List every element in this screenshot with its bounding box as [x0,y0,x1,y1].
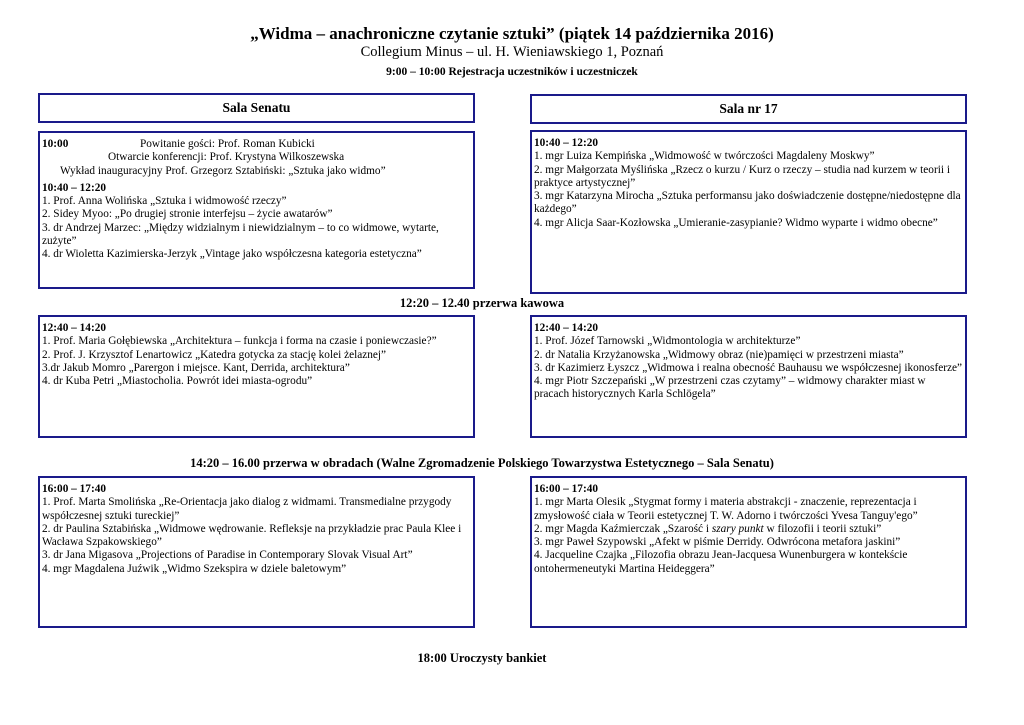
welcome-line: Powitanie gości: Prof. Roman Kubicki [140,138,315,150]
right-session-2 [530,315,967,438]
session-time: 16:00 – 17:40 [534,483,599,495]
left-session-3 [38,476,475,628]
banquet: 18:00 Uroczysty bankiet [417,651,547,665]
talk-item: 3. mgr Paweł Szypowski „Afekt w piśmie Derridy. Odwrócona metafora jaskini” [534,536,901,549]
talk-item: 4. mgr Alicja Saar-Kozłowska „Umieranie-zasypianie? Widmo wyparte i widmo obecne” [534,216,938,229]
talk-item: 1. Prof. Marta Smolińska „Re-Orientacja jako dialog z widmami. Transmedialne przygody współczesnej sztuki tureckiej” [42,496,452,522]
talk-item: 3. dr Andrzej Marzec: „Między widzialnym i niewidzialnym – to co widmowe, wytarte, zużyte” [42,221,439,248]
session-time: 10:40 – 12:20 [534,137,599,149]
page-title: „Widma – anachroniczne czytanie sztuki” (piątek 14 października 2016) [250,24,774,43]
left-session-2 [38,315,475,438]
inaugural-lecture: Wykład inauguracyjny Prof. Grzegorz Sztabiński: „Sztuka jako widmo” [60,164,386,177]
session-time: 10:40 – 12:20 [42,181,107,194]
session-time: 12:40 – 14:20 [534,322,599,334]
talk-item: 4. mgr Magdalena Juźwik „Widmo Szekspira w dziele baletowym” [42,562,347,575]
talk-item: 1. mgr Marta Olesik „Stygmat formy i materia abstrakcji - znaczenie, reprezentacja i zmysłowość ciała w Teorii estetycznej T. W. Adorno i twórczości Yvesa Tanguy'ego” [534,496,918,522]
talk-item: 3.dr Jakub Momro „Parergon i miejsce. Kant, Derrida, architektura” [42,361,350,374]
talk-item: 1. Prof. Anna Wolińska „Sztuka i widmowość rzeczy” [42,195,287,208]
room-header-left: Sala Senatu [38,93,475,123]
talk-item: 1. Prof. Maria Gołębiewska „Architektura – funkcja i forma na czasie i poniewczasie?” [42,335,437,348]
welcome-time: 10:00 [42,138,69,150]
left-session-1 [38,131,475,289]
coffee-break: 12:20 – 12.40 przerwa kawowa [399,296,565,310]
talk-item: 4. dr Kuba Petri „Miastocholia. Powrót idei miasta-ogrodu” [42,375,313,388]
talk-item-part: 2. mgr Magda Kaźmierczak „Szarość i [534,522,712,535]
venue: Collegium Minus – ul. H. Wieniawskiego 1, Poznań [360,44,664,60]
talk-item: 1. Prof. Józef Tarnowski „Widmontologia w architekturze” [534,335,801,348]
session-time: 16:00 – 17:40 [42,483,107,495]
talk-item: 4. dr Wioletta Kazimierska-Jerzyk „Vintage jako współczesna kategoria estetyczna” [42,248,422,261]
right-session-1 [530,130,967,294]
talk-item: 3. dr Jana Migasova „Projections of Paradise in Contemporary Slovak Visual Art” [42,549,413,562]
talk-item: 3. mgr Katarzyna Mirocha „Sztuka performansu jako doświadczenie dostępne/niedostępne dla każdego” [534,190,961,216]
talk-item: 2. dr Paulina Sztabińska „Widmowe wędrowanie. Refleksje na przykładzie prac Paula Klee i Wacława Szpakowskiego” [42,522,462,549]
talk-item: 2. Prof. J. Krzysztof Lenartowicz „Katedra gotycka za stację kolei żelaznej” [42,348,387,361]
talk-item: 3. dr Kazimierz Łyszcz „Widmowa i realna obecność Bauhausu we współczesnej ikonosferze” [534,361,963,374]
talk-item-part: w filozofii i teorii sztuki” [763,522,882,535]
talk-item: 1. mgr Luiza Kempińska „Widmowość w twórczości Magdaleny Moskwy” [534,150,875,163]
talk-item: 4. Jacqueline Czajka „Filozofia obrazu Jean-Jacquesa Wunenburgera w kontekście ontohermeneutyki Martina Heideggera” [534,549,908,575]
right-session-3 [530,476,967,628]
talk-item-emphasis: szary punkt [711,522,764,535]
talk-item: 2. dr Natalia Krzyżanowska „Widmowy obraz (nie)pamięci w przestrzeni miasta” [534,348,904,361]
meeting-break: 14:20 – 16.00 przerwa w obradach (Walne Zgromadzenie Polskiego Towarzystwa Estetycznego – Sala Senatu) [190,456,774,470]
opening-line: Otwarcie konferencji: Prof. Krystyna Wilkoszewska [108,151,345,164]
session-time: 12:40 – 14:20 [42,322,107,334]
room-header-right: Sala nr 17 [530,94,967,124]
talk-item: 4. mgr Piotr Szczepański „W przestrzeni czas czytamy” – widmowy charakter miast w pracach historycznych Karla Schlögela” [534,375,926,401]
talk-item: 2. Sidey Myoo: „Po drugiej stronie interfejsu – życie awatarów” [42,208,333,221]
talk-item: 2. mgr Małgorzata Myślińska „Rzecz o kurzu / Kurz o rzeczy – studia nad kurzem w teorii i praktyce artystycznej” [534,163,950,189]
talk-item [534,523,963,536]
registration: 9:00 – 10:00 Rejestracja uczestników i uczestniczek [386,66,638,78]
